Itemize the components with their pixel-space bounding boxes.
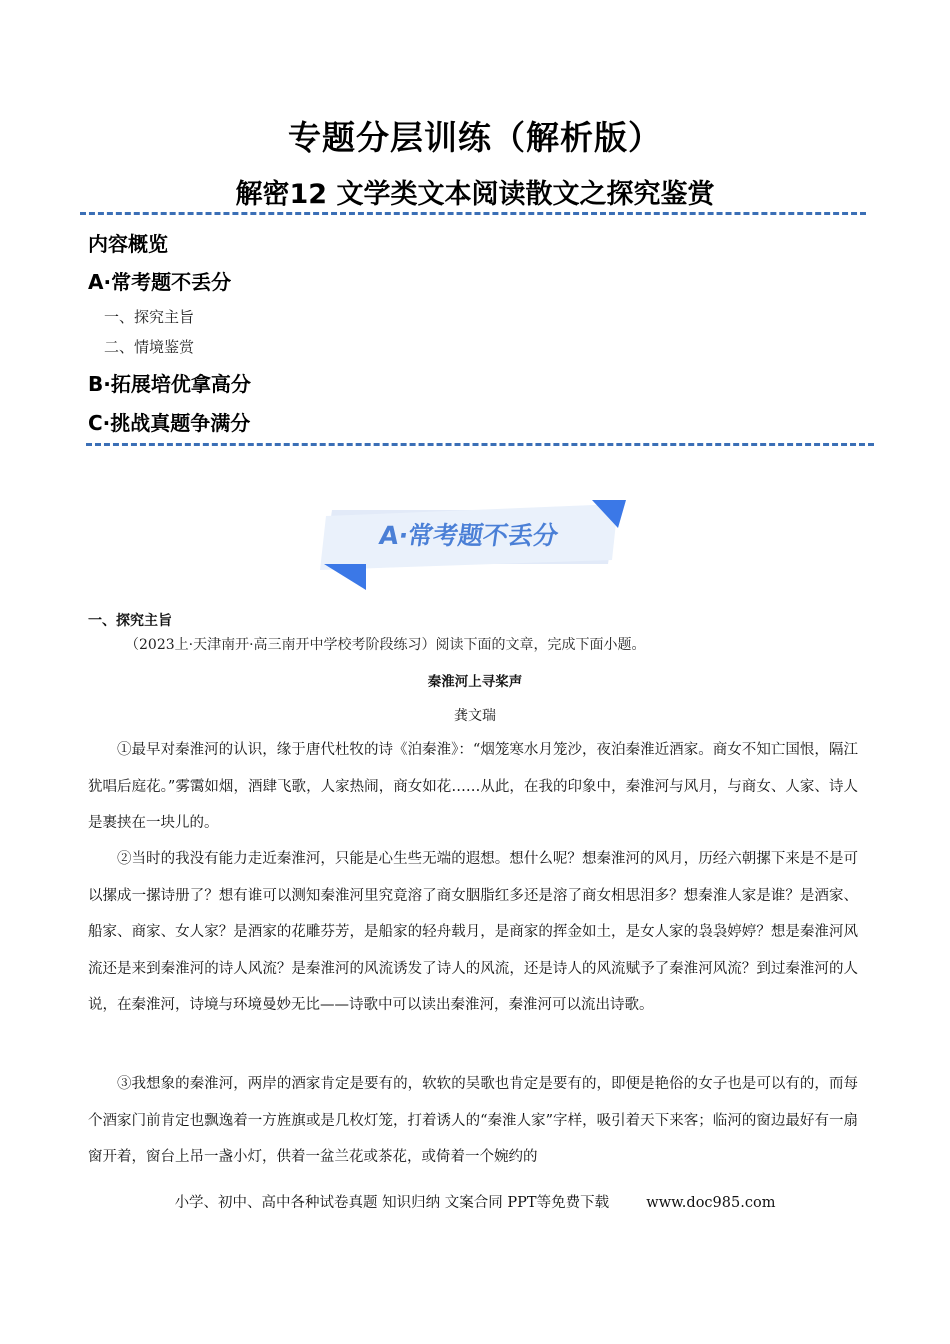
overview-section-a: A·常考题不丢分 [88, 270, 232, 294]
page-title: 专题分层训练（解析版） [288, 118, 662, 157]
section-heading: 一、探究主旨 [88, 613, 172, 629]
section-banner [318, 498, 630, 594]
overview-item-1: 一、探究主旨 [104, 308, 195, 326]
question-source: （2023上·天津南开·高三南开中学校考阶段练习）阅读下面的文章，完成下面小题。 [125, 637, 646, 653]
page-subtitle: 解密12 文学类文本阅读散文之探究鉴赏 [235, 179, 715, 210]
banner-text: A·常考题不丢分 [377, 521, 561, 550]
overview-section-c: C·挑战真题争满分 [88, 411, 251, 435]
overview-heading: 内容概览 [88, 232, 168, 256]
essay-paragraph-2: ②当时的我没有能力走近秦淮河，只能是心生些无端的遐想。想什么呢？想秦淮河的风月，历经六朝摞下来是不是可以摞成一摞诗册了？想有谁可以测知秦淮河里究竟溶了商女胭脂红多还是溶了商女相思泪多？想秦淮人家是谁？是酒家、船家、商家、女人家？是酒家的花雕芬芳，是船家的轻舟载月，是商家的挥金如土，是女人家的袅袅婷婷？想是秦淮河风流还是来到秦淮河的诗人风流？是秦淮河的风流诱发了诗人的风流，还是诗人的风流赋予了秦淮河风流？到过秦淮河的人说，在秦淮河，诗境与环境曼妙无比——诗歌中可以读出秦淮河，秦淮河可以流出诗歌。 [88, 851, 858, 1013]
essay-author: 龚文瑞 [454, 708, 496, 724]
divider-top [80, 212, 866, 215]
footer-url[interactable]: www.doc985.com [646, 1195, 776, 1211]
essay-paragraph-1: ①最早对秦淮河的认识，缘于唐代杜牧的诗《泊秦淮》：“烟笼寒水月笼沙，夜泊秦淮近酒家。商女不知亡国恨，隔江犹唱后庭花。”雾霭如烟，酒肆飞歌，人家热闹，商女如花……从此，在我的印象中，秦淮河与风月，与商女、人家、诗人是裹挟在一块儿的。 [88, 742, 858, 831]
overview-item-2: 二、情境鉴赏 [104, 338, 195, 356]
page-footer [0, 1191, 950, 1212]
overview-section-b: B·拓展培优拿高分 [88, 372, 251, 396]
essay-title: 秦淮河上寻桨声 [427, 674, 523, 690]
divider-bottom [86, 443, 874, 446]
essay-paragraph-3: ③我想象的秦淮河，两岸的酒家肯定是要有的，软软的吴歌也肯定是要有的，即便是艳俗的女子也是可以有的，而每个酒家门前肯定也飘逸着一方旌旗或是几枚灯笼，打着诱人的“秦淮人家”字样，吸引着天下来客；临河的窗边最好有一扇窗开着，窗台上吊一盏小灯，供着一盆兰花或茶花，或倚着一个婉约的 [88, 1076, 858, 1165]
footer-text: 小学、初中、高中各种试卷真题 知识归纳 文案合同 PPT等免费下载 [174, 1195, 610, 1211]
banner-graphic [318, 498, 630, 594]
